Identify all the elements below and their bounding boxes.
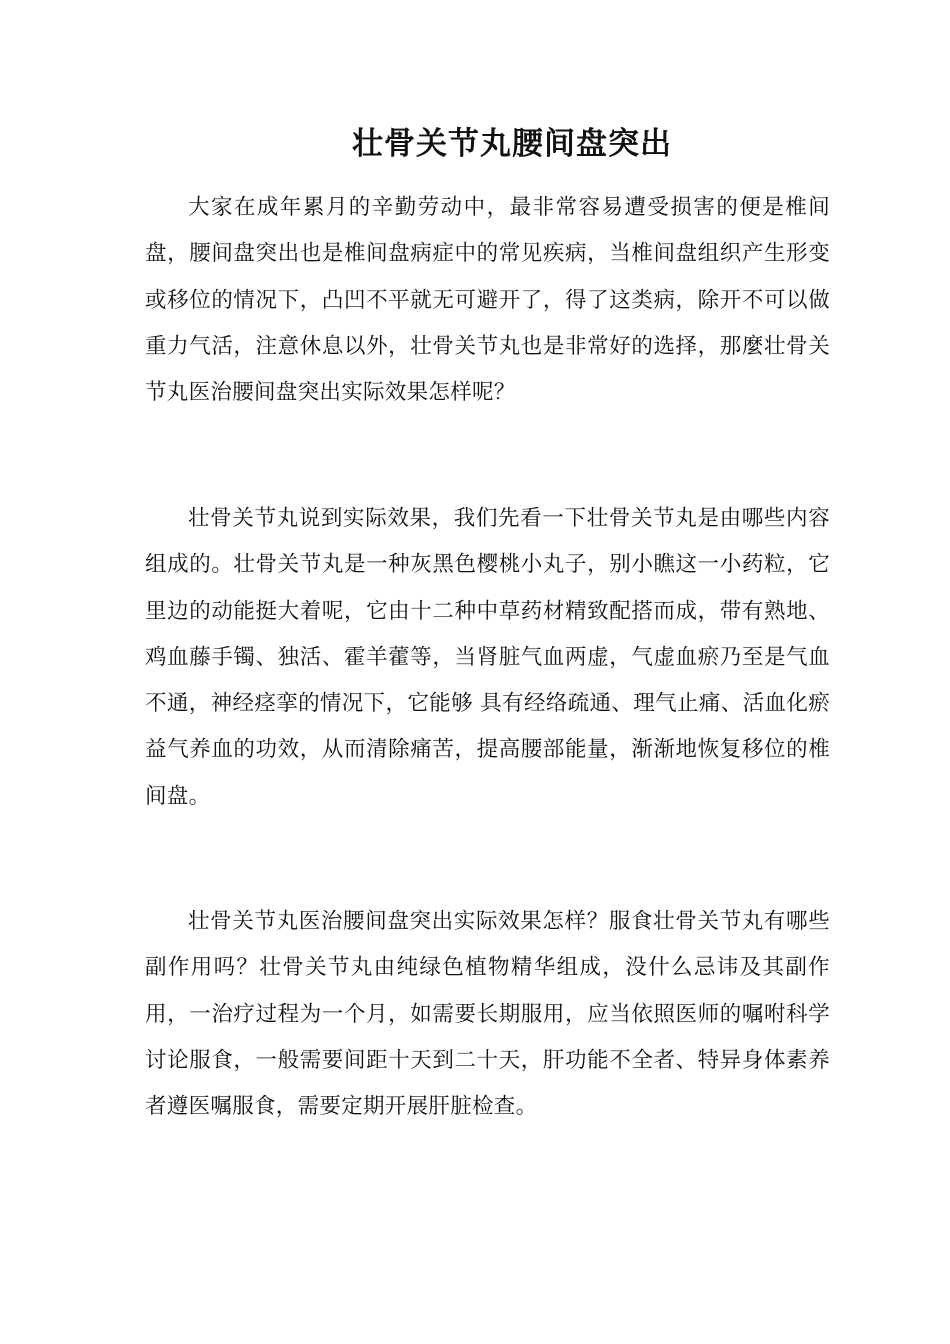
document-title: 壮骨关节丸腰间盘突出: [352, 126, 672, 162]
paragraph-usage: 壮骨关节丸医治腰间盘突出实际效果怎样？服食壮骨关节丸有哪些副作用吗？壮骨关节丸由纯绿色植物精华组成，没什么忌讳及其副作用，一治疗过程为一个月，如需要长期服用，应当依照医师的嘱咐科学讨论服食，一般需要间距十天到二十天，肝功能不全者、特异身体素养者遵医嘱服食，需要定期开展肝脏检查。: [145, 909, 830, 1120]
paragraph-intro: 大家在成年累月的辛勤劳动中，最非常容易遭受损害的便是椎间盘，腰间盘突出也是椎间盘病症中的常见疾病，当椎间盘组织产生形变或移位的情况下，凸凹不平就无可避开了，得了这类病，除开不可以做重力气活，注意休息以外，壮骨关节丸也是非常好的选择，那麼壮骨关节丸医治腰间盘突出实际效果怎样呢？: [145, 195, 830, 406]
paragraph-composition: 壮骨关节丸说到实际效果，我们先看一下壮骨关节丸是由哪些内容组成的。壮骨关节丸是一种灰黑色樱桃小丸子，别小瞧这一小药粒，它里边的动能挺大着呢，它由十二种中草药材精致配搭而成，带有熟地、鸡血藤手镯、独活、霍羊藿等，当肾脏气血两虚，气虚血瘀乃至是气血不通，神经痉挛的情况下，它能够 具有经络疏通、理气止痛、活血化瘀益气养血的功效，从而清除痛苦，提高腰部能量，渐渐地恢复移位的椎间盘。: [145, 506, 830, 809]
